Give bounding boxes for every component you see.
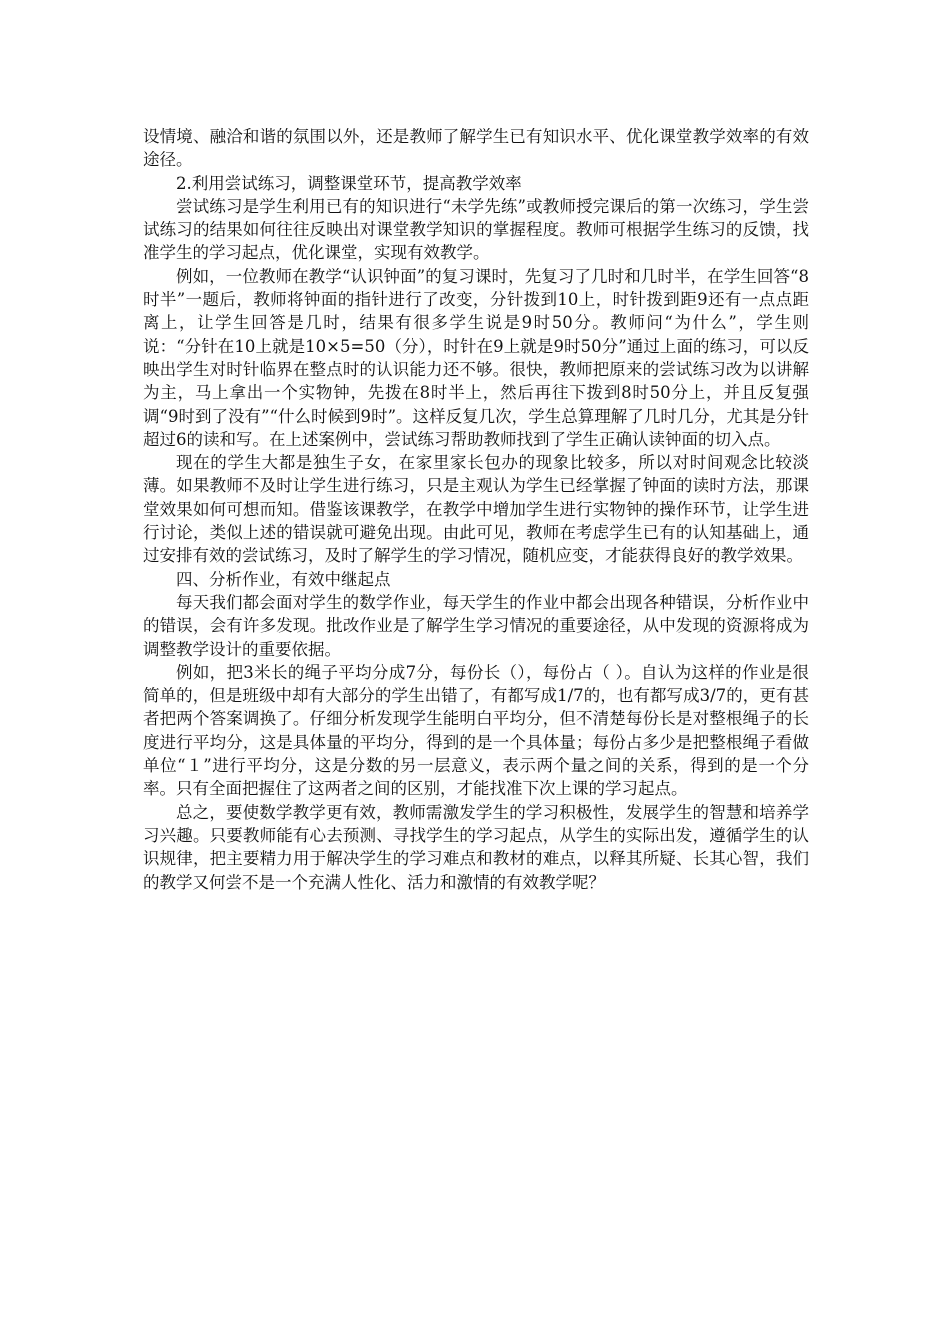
document-page [143, 125, 809, 894]
paragraph-homework-intro: 每天我们都会面对学生的数学作业，每天学生的作业中都会出现各种错误，分析作业中的错误，会有许多发现。批改作业是了解学生学习情况的重要途径，从中发现的资源将成为调整教学设计的重要依据。 [143, 592, 809, 659]
paragraph-trial-practice-intro: 尝试练习是学生利用已有的知识进行“未学先练”或教师授完课后的第一次练习，学生尝试练习的结果如何往往反映出对课堂教学知识的掌握程度。教师可根据学生练习的反馈，找准学生的学习起点，优化课堂，实现有效教学。 [143, 196, 809, 263]
section-heading-homework-analysis: 四、分析作业，有效中继起点 [176, 569, 391, 589]
paragraph-rope-example: 例如，把3米长的绳子平均分成7分，每份长（），每份占（ ）。自认为这样的作业是很简单的，但是班级中却有大部分的学生出错了，有都写成1/7的，也有都写成3/7的，更有甚者把两个答案调换了。仔细分析发现学生能明白平均分，但不清楚每份长是对整根绳子的长度进行平均分，这是具体量的平均分，得到的是一个具体量；每份占多少是把整根绳子看做单位“１”进行平均分，这是分数的另一层意义，表示两个量之间的关系，得到的是一个分率。只有全面把握住了这两者之间的区别，才能找准下次上课的学习起点。 [143, 662, 809, 799]
paragraph-continuation: 设情境、融洽和谐的氛围以外，还是教师了解学生已有知识水平、优化课堂教学效率的有效途径。 [143, 127, 809, 170]
section-heading-trial-practice: 2.利用尝试练习，调整课堂环节，提高教学效率 [176, 173, 522, 193]
paragraph-clock-example: 例如，一位教师在教学“认识钟面”的复习课时，先复习了几时和几时半，在学生回答“8时半”一题后，教师将钟面的指针进行了改变，分针拨到10上，时针拨到距9还有一点点距离上，让学生回答是几时，结果有很多学生说是9时50分。教师问“为什么”，学生则说：“分针在10上就是10×5=50（分），时针在9上就是9时50分”通过上面的练习，可以反映出学生对时针临界在整点时的认识能力还不够。很快，教师把原来的尝试练习改为以讲解为主，马上拿出一个实物钟，先拨在8时半上，然后再往下拨到8时50分上，并且反复强调“9时到了没有”“什么时候到9时”。这样反复几次，学生总算理解了几时几分，尤其是分针超过6的读和写。在上述案例中，尝试练习帮助教师找到了学生正确认读钟面的切入点。 [143, 266, 809, 449]
paragraph-time-concept: 现在的学生大都是独生子女，在家里家长包办的现象比较多，所以对时间观念比较淡薄。如果教师不及时让学生进行练习，只是主观认为学生已经掌握了钟面的读时方法，那课堂效果如何可想而知。借鉴该课教学，在教学中增加学生进行实物钟的操作环节，让学生进行讨论，类似上述的错误就可避免出现。由此可见，教师在考虑学生已有的认知基础上，通过安排有效的尝试练习，及时了解学生的学习情况，随机应变，才能获得良好的教学效果。 [143, 453, 809, 566]
paragraph-conclusion: 总之，要使数学教学更有效，教师需激发学生的学习积极性，发展学生的智慧和培养学习兴趣。只要教师能有心去预测、寻找学生的学习起点，从学生的实际出发，遵循学生的认识规律，把主要精力用于解决学生的学习难点和教材的难点，以释其所疑、长其心智，我们的教学又何尝不是一个充满人性化、活力和激情的有效教学呢？ [143, 802, 809, 892]
